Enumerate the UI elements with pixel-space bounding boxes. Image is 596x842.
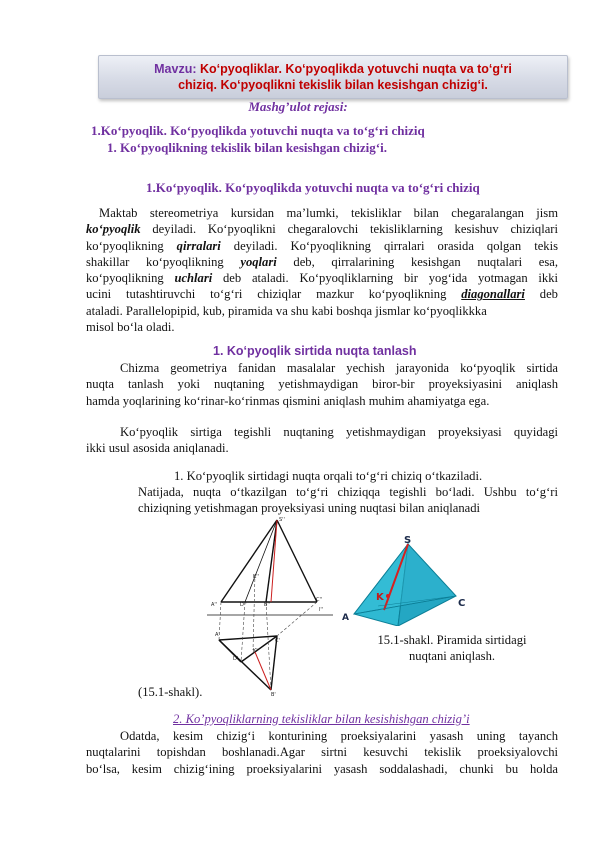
label-d2: D'' [240,602,247,608]
edge-cb-top [271,636,277,690]
subhead-point-selection: 1. Ko‘pyoqlik sirtida nuqta tanlash [213,344,417,358]
section-2-title: 2. Ko’pyoqliklarning tekisliklar bilan kesishishgan chizig’i [173,712,470,726]
intro-term: ko‘pyoqlik [86,222,141,237]
intro-line [86,286,558,302]
edge-sa-front [221,520,277,602]
label-c1: C' [275,638,280,644]
label-d1: D' [233,656,239,662]
para2-line: Chizma geometriya fanidan masalalar yechish jarayonida ko‘pyoqlik sirtida [120,361,558,375]
para3-line: ikki usul asosida aniqlanadi. [86,441,229,456]
para3-line: Ko‘pyoqlik sirtiga tegishli nuqtaning yetishmaydigan proyeksiyasi quyidagi [120,425,558,439]
link-line-c [277,602,317,636]
diag-top [241,636,277,662]
label-k1: K' [253,648,258,654]
topic-banner [98,55,568,99]
pyramid-label-c: C [458,598,466,609]
intro-text: deb [524,287,558,302]
orthographic-projection-drawing [205,512,335,698]
intro-text: deb, qirralarining kesishgan nuqtalari esa, [276,254,558,269]
method-line: chiziqning yetishmagan proyeksiyasi uning nuqtasi bilan aniqlanadi [138,501,481,516]
paragraph-2 [86,360,558,409]
label-b1: B' [271,692,276,698]
intro-line [86,303,558,319]
figure-reference: (15.1-shakl). [138,685,203,699]
aux-line-top [255,652,271,690]
intro-text: ko‘pyoqlikning [86,238,177,253]
intro-line [86,319,558,335]
point-k-marker [386,594,390,598]
intro-text: deyiladi. Ko‘pyoqlikni chegaralovchi tekisliklarning kesishuv chiziqlari [140,222,558,237]
label-l1: l'' [319,607,324,613]
section-1-title: 1.Ko‘pyoqlik. Ko‘pyoqlikda yotuvchi nuqta va to‘g‘ri chiziq [146,180,480,195]
intro-term: qirralari [176,238,221,253]
intro-line [86,238,558,254]
para2-line: hamda yoqlarining ko‘rinar-ko‘rinmas qismini aniqlash muhim ahamiyatga ega. [86,393,490,408]
link-line-k [253,574,255,650]
label-b2: B'' [264,602,271,608]
label-a2: A'' [211,602,218,608]
intro-paragraph [86,205,558,335]
intro-text: ko‘pyoqlikning [86,271,175,286]
intro-line [86,205,558,221]
intro-text: ucini tutashtiruvchi to‘g‘ri chiziqlar mazkur ko‘pyoqlikning [86,287,462,302]
label-c2: C'' [316,597,323,603]
intro-text: Maktab stereometriya kursidan ma’lumki, tekisliklar bilan chegaralangan jism [99,206,558,220]
caption-line-1: 15.1-shakl. Piramida sirtidagi [377,633,527,647]
edge-ab-top [219,640,271,690]
link-line-a [219,602,221,640]
intro-text: ataladi. Parallelopipid, kub, piramida va shu kabi boshqa jismlar ko‘pyoqlikkka [86,303,487,318]
method-line: Natijada, nuqta o‘tkazilgan to‘g‘ri chiziqqa tegishli bo‘ladi. Ushbu to‘g‘ri [138,485,558,499]
method-1-item: 1. Ko‘pyoqlik sirtidagi nuqta orqali to‘g‘ri chiziq o‘tkaziladi. [174,469,483,483]
pyramid-label-a: A [342,613,349,623]
label-s2: S'' [279,517,285,523]
intro-text: shakillar ko‘pyoqlikning [86,254,241,269]
intro-term: uchlari [174,271,213,286]
intro-text: misol bo‘la oladi. [86,320,175,335]
plan-title: Mashg’ulot rejasi: [248,99,348,114]
intro-text: deb ataladi. Ko‘pyoqliklarning bir yog‘ida yotmagan ikki [212,271,558,286]
pyramid-3d-illustration [340,534,486,626]
intro-text: deyiladi. Ko‘pyoqlikning qirralari orasida qolgan tekis [220,238,558,253]
intro-term: diagonallari [461,287,525,302]
banner-title-part2: chiziq. Ko‘pyoqlikni tekislik bilan kesishgan chizig‘i. [178,78,488,92]
para4-line: bo‘lsa, kesim chizig‘ining proeksiyalarini yasash soddalashadi, chunki bu holda [86,761,558,776]
plan-item-2: 1. Ko‘pyoqlikning tekislik bilan kesishgan chizig‘i. [107,140,387,155]
banner-line-1 [99,61,567,77]
label-a1: A' [215,632,220,638]
paragraph-3 [86,424,558,457]
paragraph-4 [86,728,558,777]
pyramid-label-k: K [376,592,384,603]
plan-item-1: 1.Ko‘pyoqlik. Ko‘pyoqlikda yotuvchi nuqta va to‘g‘ri chiziq [91,123,425,138]
link-line-d [241,602,245,662]
edge-sc-front [277,520,317,602]
banner-title-part1: Ko‘pyoqliklar. Ko‘pyoqlikda yotuvchi nuqta va to‘g‘ri [199,62,512,76]
para4-line: Odatda, kesim chizig‘i konturining proeksiyalarini yasash uning tayanch [120,729,558,743]
para2-line: nuqta tanlash yoki nuqtaning yetishmaydigan biror-bir proyeksiyasini aniqlash [86,377,558,392]
intro-line [86,221,558,237]
para4-line: nuqtalarini topishdan boshlanadi.Agar sirtni kesuvchi tekislik proeksiyalovchi [86,745,558,760]
intro-term: yoqlari [240,254,277,269]
method-1-desc [138,484,558,517]
intro-line [86,270,558,286]
label-k2: K'' [253,574,260,580]
caption-line-2: nuqtani aniqlash. [408,649,496,663]
pyramid-label-s: S [404,535,412,546]
figure-caption [364,632,540,664]
banner-prefix: Mavzu: [154,62,200,76]
intro-line [86,254,558,270]
